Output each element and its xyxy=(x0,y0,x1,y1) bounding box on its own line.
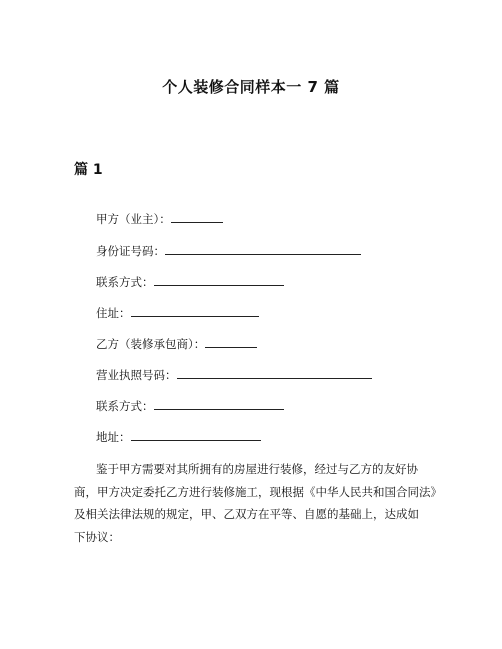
field-contact-a xyxy=(96,273,284,290)
fill-in-blank xyxy=(154,397,284,410)
fill-in-blank xyxy=(131,304,259,317)
field-label: 营业执照号码： xyxy=(96,368,177,382)
field-label: 联系方式： xyxy=(96,399,154,413)
field-id-number xyxy=(96,242,361,259)
paragraph-line: 及相关法律法规的规定，甲、乙双方在平等、自愿的基础上，达成如 xyxy=(74,507,419,521)
section-heading: 篇 1 xyxy=(74,162,103,178)
field-license-number xyxy=(96,366,372,383)
paragraph-line: 下协议： xyxy=(74,529,120,544)
field-party-a xyxy=(96,210,223,227)
field-label: 身份证号码： xyxy=(96,244,165,258)
field-label: 甲方（业主）： xyxy=(96,212,171,226)
field-address-a xyxy=(96,304,259,321)
fill-in-blank xyxy=(171,210,223,223)
paragraph-line: 商，甲方决定委托乙方进行装修施工，现根据《中华人民共和国合同法》 xyxy=(74,484,442,499)
field-label: 联系方式： xyxy=(96,275,154,289)
field-contact-b xyxy=(96,397,284,414)
fill-in-blank xyxy=(154,273,284,286)
field-label: 乙方（装修承包商）： xyxy=(96,337,206,351)
field-label: 地址： xyxy=(96,430,131,444)
fill-in-blank xyxy=(205,335,257,348)
document-title: 个人装修合同样本一 7 篇 xyxy=(162,78,340,96)
paragraph-line: 鉴于甲方需要对其所拥有的房屋进行装修，经过与乙方的友好协 xyxy=(96,462,418,476)
field-address-b xyxy=(96,428,261,445)
field-label: 住址： xyxy=(96,306,131,320)
fill-in-blank xyxy=(131,428,261,441)
preamble-paragraph xyxy=(74,458,444,548)
fill-in-blank xyxy=(165,242,361,255)
field-party-b xyxy=(96,335,257,352)
fill-in-blank xyxy=(177,366,372,379)
